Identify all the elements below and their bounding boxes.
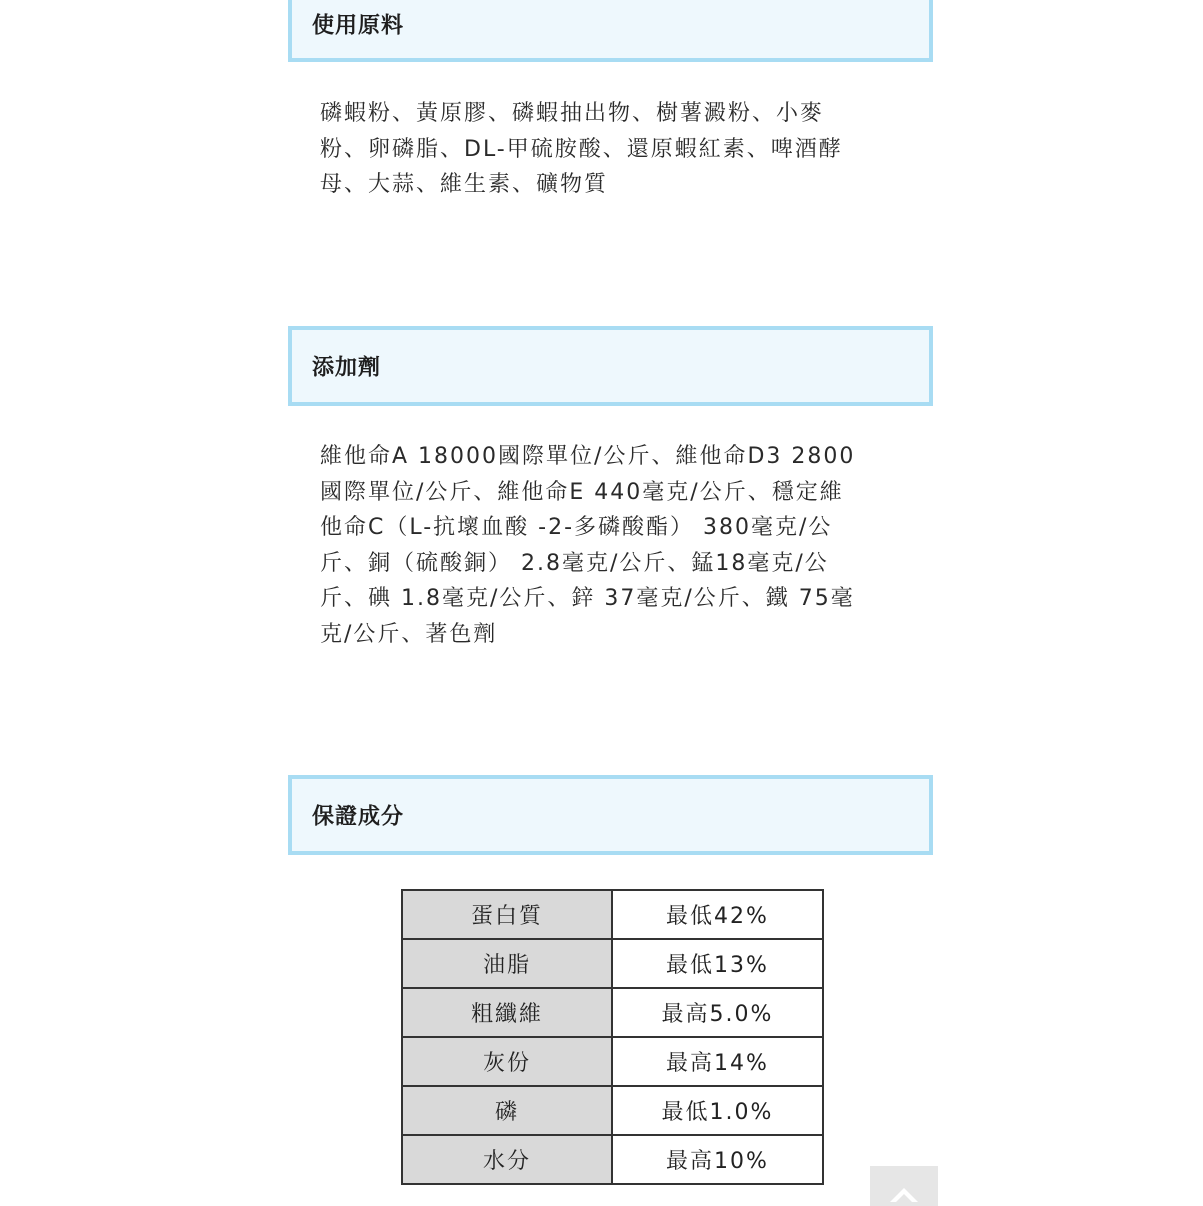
- chevron-up-icon: [890, 1188, 918, 1206]
- table-row: [402, 939, 823, 988]
- additives-text: 維他命A 18000國際單位/公斤、維他命D3 2800 國際單位/公斤、維他命E 440毫克/公斤、穩定維 他命C（L-抗壞血酸 -2-多磷酸酯） 380毫克/公 斤、銅（硫酸銅） 2.8毫克/公斤、錳18毫克/公 斤、碘 1.8毫克/公斤、鋅 37毫克/公斤、鐵 75毫 克/公斤、著色劑: [320, 444, 856, 647]
- nutrient-value: 最低13%: [612, 939, 823, 988]
- table-row: [402, 1037, 823, 1086]
- nutrient-name: 磷: [402, 1086, 612, 1135]
- ingredients-text: 磷蝦粉、黃原膠、磷蝦抽出物、樹薯澱粉、小麥 粉、卵磷脂、DL-甲硫胺酸、還原蝦紅素、啤酒酵 母、大蒜、維生素、礦物質: [320, 101, 843, 197]
- table-row: [402, 890, 823, 939]
- section-title: 保證成分: [312, 804, 405, 830]
- section-title: 使用原料: [312, 13, 405, 39]
- nutrient-name: 蛋白質: [402, 890, 612, 939]
- scroll-to-top-button[interactable]: [870, 1166, 938, 1206]
- nutrient-name: 水分: [402, 1135, 612, 1184]
- nutrient-value: 最高14%: [612, 1037, 823, 1086]
- nutrient-value: 最低42%: [612, 890, 823, 939]
- nutrient-value: 最高10%: [612, 1135, 823, 1184]
- section-header-additives: [288, 326, 933, 406]
- section-header-guaranteed-analysis: [288, 775, 933, 855]
- section-header-ingredients: [288, 0, 933, 62]
- guaranteed-analysis-table: [401, 889, 824, 1185]
- table-row: [402, 1086, 823, 1135]
- table-row: [402, 1135, 823, 1184]
- section-title: 添加劑: [312, 355, 382, 381]
- nutrient-name: 粗纖維: [402, 988, 612, 1037]
- table-row: [402, 988, 823, 1037]
- nutrient-value: 最高5.0%: [612, 988, 823, 1037]
- nutrient-name: 灰份: [402, 1037, 612, 1086]
- nutrient-name: 油脂: [402, 939, 612, 988]
- nutrient-value: 最低1.0%: [612, 1086, 823, 1135]
